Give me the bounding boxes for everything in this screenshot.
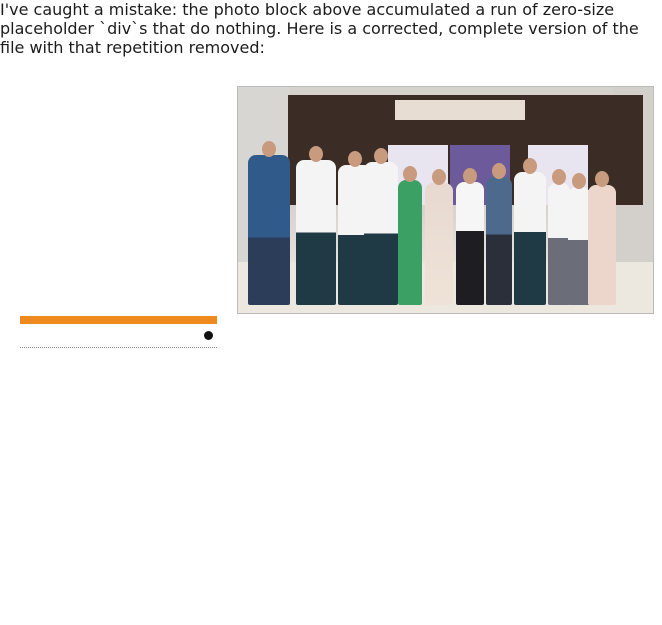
school-sign xyxy=(395,100,525,120)
person xyxy=(548,183,570,305)
person xyxy=(568,187,590,305)
person xyxy=(364,162,398,305)
person xyxy=(248,155,290,305)
divider xyxy=(20,347,217,348)
byline xyxy=(20,326,217,344)
article-headline xyxy=(0,2,662,80)
person xyxy=(588,185,616,305)
article-photo xyxy=(237,86,654,314)
person xyxy=(296,160,336,305)
bullet-icon xyxy=(204,331,213,340)
person xyxy=(486,177,512,305)
person xyxy=(456,182,484,305)
accent-bar xyxy=(20,316,217,324)
person xyxy=(398,180,422,305)
person xyxy=(425,183,453,305)
person xyxy=(514,172,546,305)
